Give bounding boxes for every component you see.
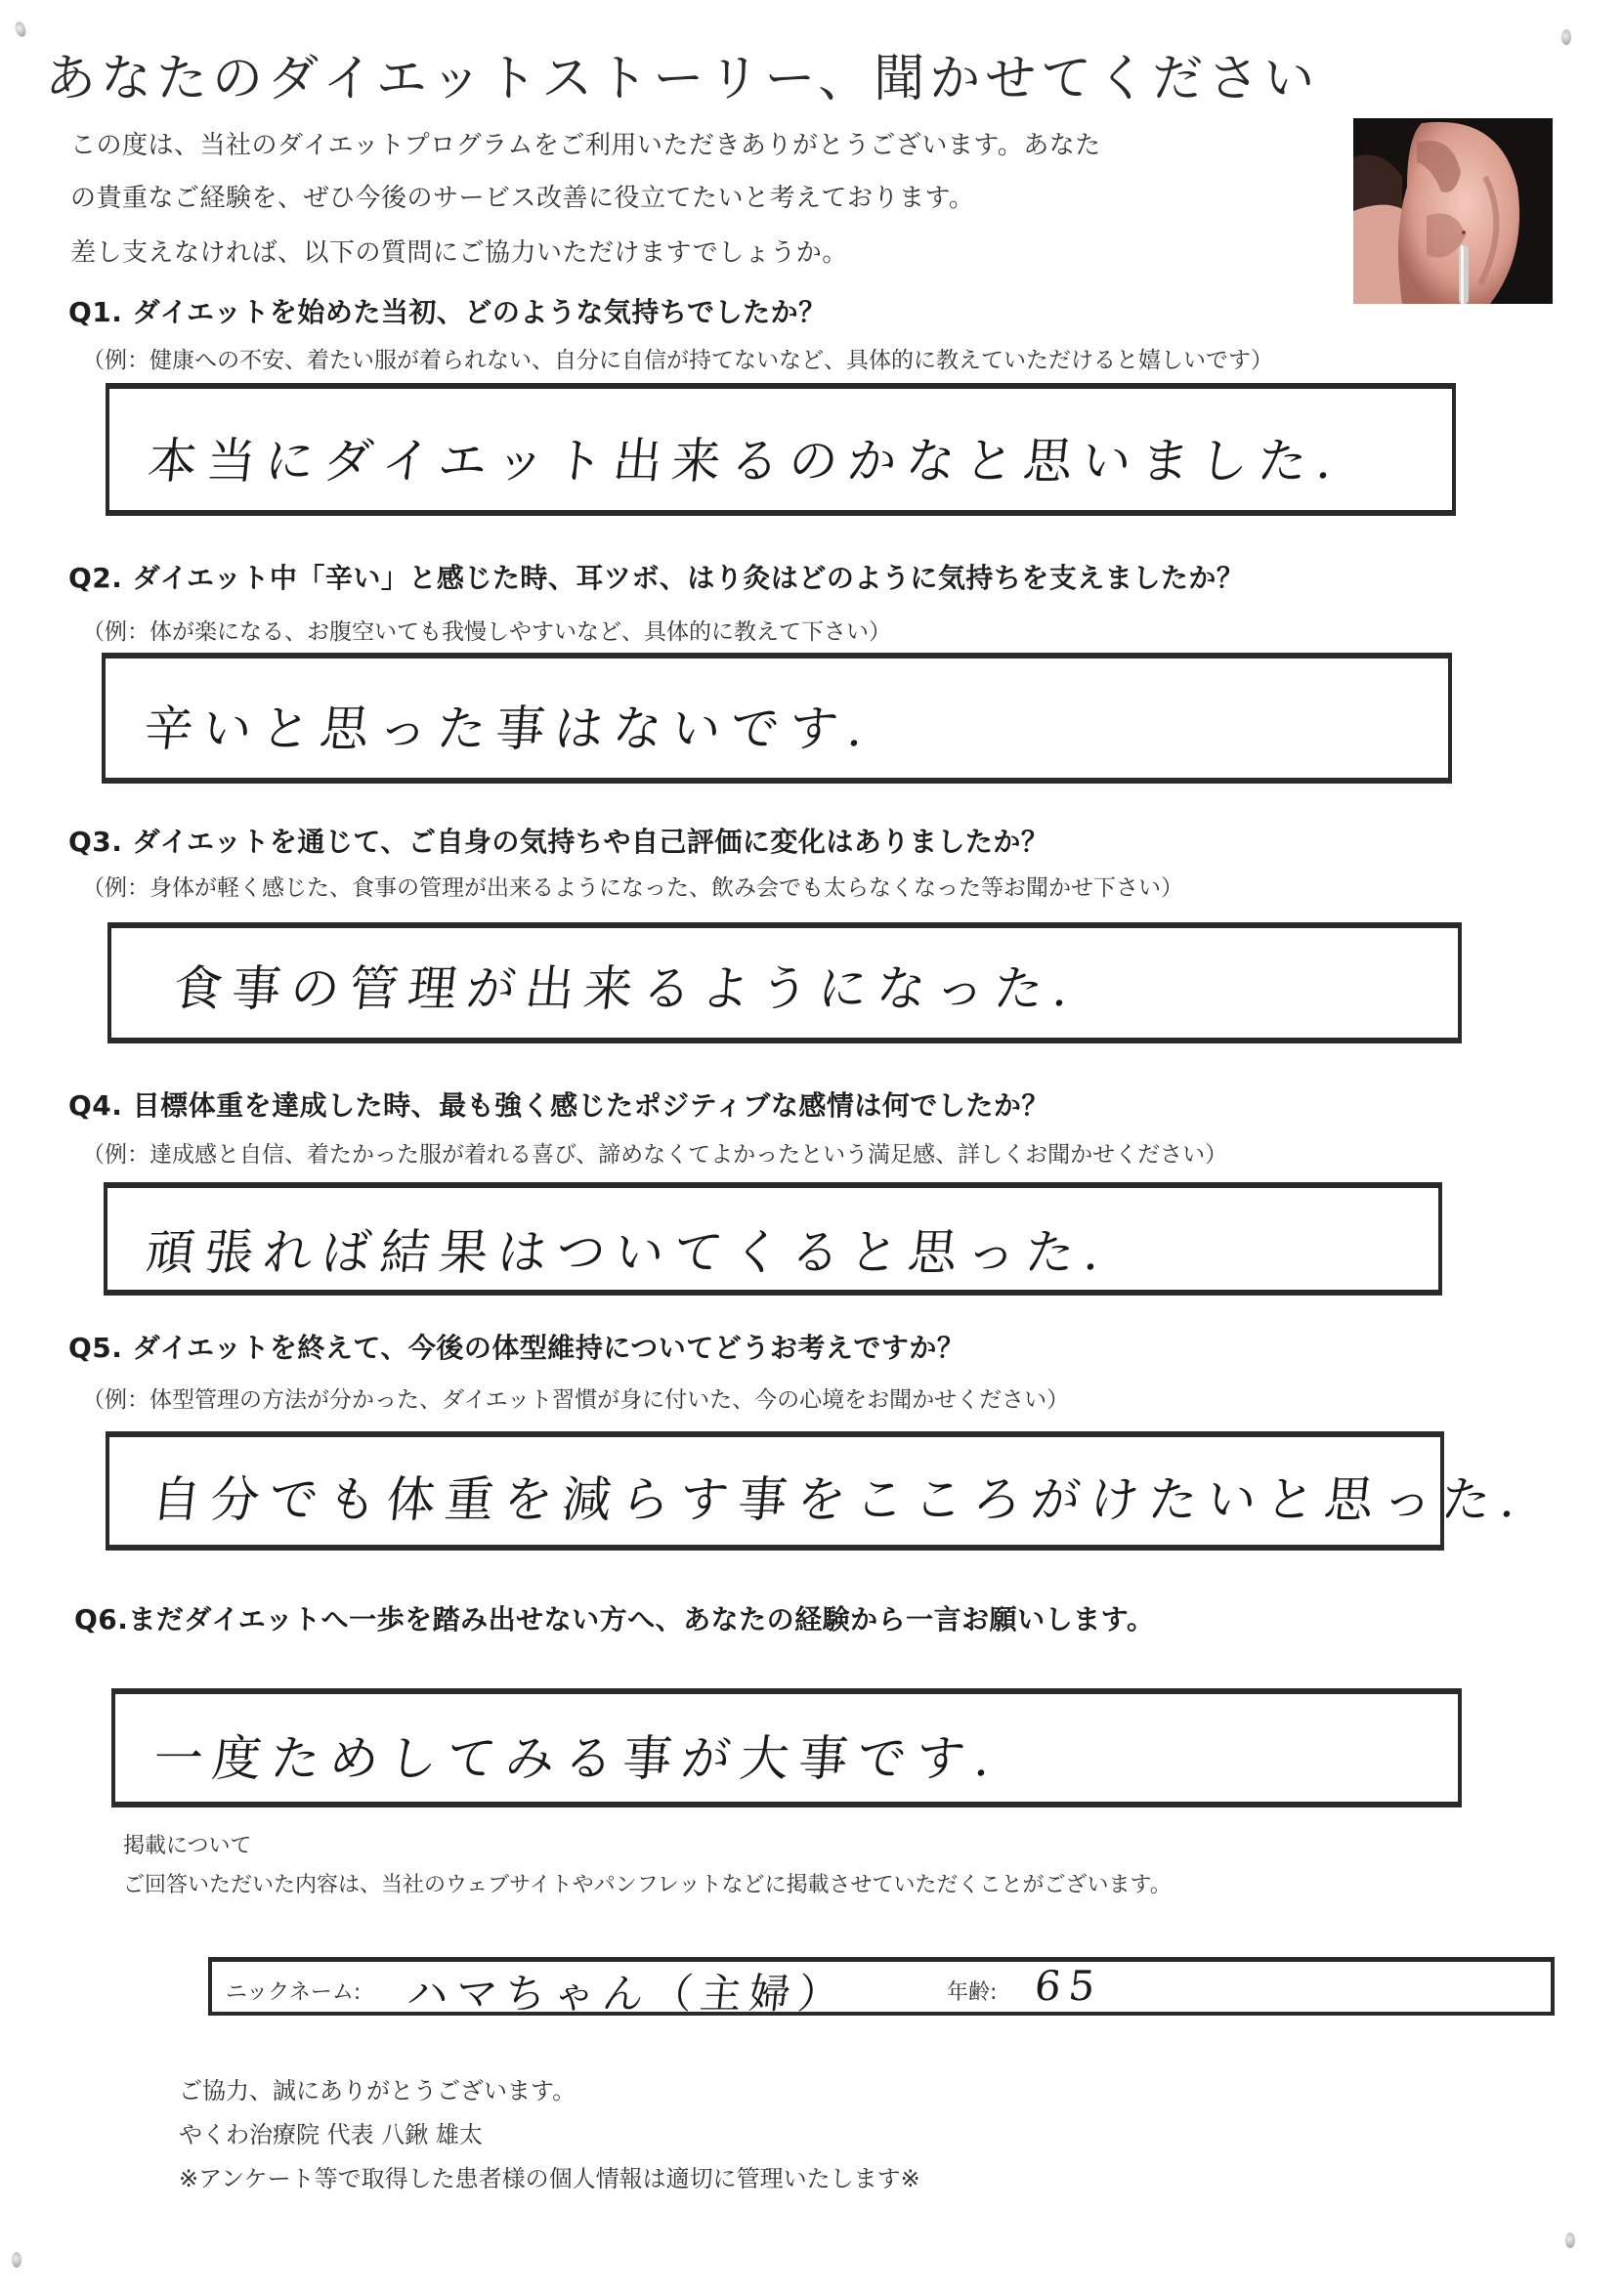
question-3-heading: Q3. ダイエットを通じて、ご自身の気持ちや自己評価に変化はありましたか？ [68,826,1049,858]
question-2-answer-box [102,653,1452,784]
question-4-hint: （例：達成感と自信、着たかった服が着れる喜び、諦めなくてよかったという満足感、詳しくお聞かせください） [82,1142,1228,1168]
intro-line-1: この度は、当社のダイエットプログラムをご利用いただきありがとうございます。あなた [70,131,1101,160]
punch-mark-bottom-right [1565,2232,1575,2248]
question-1-answer-box [106,383,1456,516]
ear-acupressure-photo [1353,118,1553,304]
question-2-answer: 辛いと思った事はないです. [141,701,876,757]
age-value: 65 [1032,1962,1106,2010]
question-1-heading: Q1. ダイエットを始めた当初、どのような気持ちでしたか？ [68,296,827,328]
question-3-hint: （例：身体が軽く感じた、食事の管理が出来るようになった、飲み会でも太らなくなった等お聞かせ下さい） [82,875,1183,901]
question-4-answer-box [104,1182,1442,1296]
publication-notice: ご回答いただいた内容は、当社のウェブサイトやパンフレットなどに掲載させていただくことがございます。 [123,1873,1172,1897]
question-1-answer: 本当にダイエット出来るのかなと思いました. [145,433,1345,489]
punch-mark-bottom-left [12,2252,21,2268]
closing-signature: やくわ治療院 代表 八鍬 雄太 [179,2121,483,2148]
question-6-heading: Q6.まだダイエットへ一歩を踏み出せない方へ、あなたの経験から一言お願いします。 [74,1603,1155,1636]
question-6-answer-box [111,1688,1462,1807]
question-5-answer: 自分でも体重を減らす事をこころがけたいと思った. [149,1471,1529,1528]
question-3-answer-box [107,922,1462,1043]
question-2-hint: （例：体が楽になる、お腹空いても我慢しやすいなど、具体的に教えて下さい） [82,619,891,645]
question-5-heading: Q5. ダイエットを終えて、今後の体型維持についてどうお考えですか？ [68,1332,965,1364]
intro-line-2: の貴重なご経験を、ぜひ今後のサービス改善に役立てたいと考えております。 [70,184,975,213]
nickname-label: ニックネーム: [226,1980,362,2005]
question-4-heading: Q4. 目標体重を達成した時、最も強く感じたポジティブな感情は何でしたか？ [68,1089,1049,1122]
age-label: 年齢: [947,1980,998,2005]
punch-mark-top-left [14,21,28,38]
profile-box [208,1957,1555,2016]
intro-line-3: 差し支えなければ、以下の質問にご協力いただけますでしょうか。 [70,238,848,268]
question-4-answer: 頑張れば結果はついてくると思った. [143,1224,1113,1281]
closing-privacy-note: ※アンケート等で取得した患者様の個人情報は適切に管理いたします※ [179,2165,920,2192]
question-2-heading: Q2. ダイエット中「辛い」と感じた時、耳ツボ、はり灸はどのように気持ちを支えましたか？ [68,562,1245,594]
question-6-answer: 一度ためしてみる事が大事です. [150,1730,1003,1787]
question-3-answer: 食事の管理が出来るようになった. [170,960,1082,1017]
punch-mark-top-right [1561,29,1571,45]
closing-thanks: ご協力、誠にありがとうございます。 [179,2077,576,2105]
nickname-value: ハマちゃん（主婦） [405,1970,850,2018]
ear-photo-icon [1353,118,1553,304]
page-title: あなたのダイエットストーリー、聞かせてください [45,50,1320,108]
question-1-hint: （例：健康への不安、着たい服が着られない、自分に自信が持てないなど、具体的に教えていただけると嬉しいです） [82,348,1273,373]
question-5-hint: （例：体型管理の方法が分かった、ダイエット習慣が身に付いた、今の心境をお聞かせください） [82,1387,1070,1413]
publication-heading: 掲載について [123,1834,252,1858]
question-5-answer-box [106,1431,1529,1551]
